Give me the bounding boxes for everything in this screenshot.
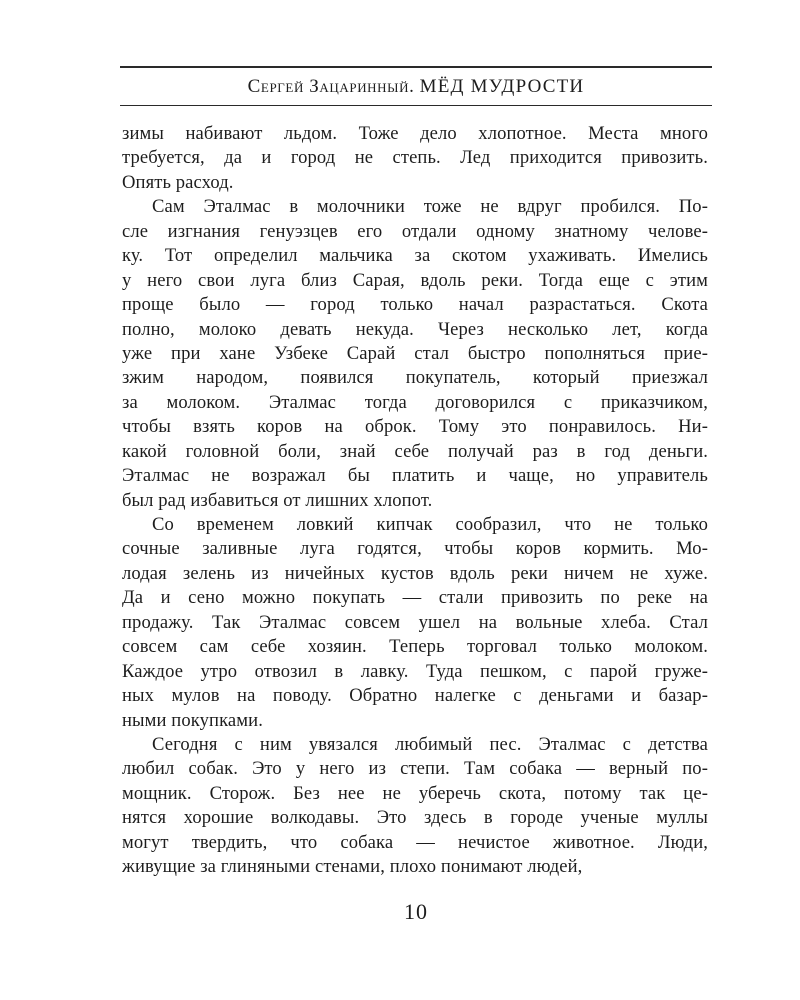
text-line: зимы набивают льдом. Тоже дело хлопотное. Места много (122, 123, 708, 144)
page-number: 10 (404, 899, 428, 924)
text-line: ку. Тот определил мальчика за скотом ухаживать. Имелись (122, 245, 708, 267)
text-line: полно, молоко девать некуда. Через несколько лет, когда (122, 318, 708, 340)
text-line: мощник. Сторож. Без нее не уберечь скота, потому так це- (122, 782, 708, 804)
running-head (120, 74, 712, 100)
text-line: уже при хане Узбеке Сарай стал быстро пополняться прие- (122, 342, 708, 364)
header-rule-top (120, 66, 712, 68)
text-line: какой головной боли, знай себе получай раз в год деньги. (122, 440, 708, 462)
text-line: нятся хорошие волкодавы. Это здесь в городе ученые муллы (122, 807, 708, 829)
text-line: могут твердить, что собака — нечистое животное. Люди, (122, 831, 708, 853)
text-line: чтобы взять коров на оброк. Тому это понравилось. Ни- (122, 416, 708, 438)
header-rule-bottom (120, 105, 712, 106)
text-line: Каждое утро отвозил в лавку. Туда пешком, с парой груже- (122, 660, 708, 682)
running-head-title: МЁД МУДРОСТИ (419, 76, 585, 97)
text-line: Со временем ловкий кипчак сообразил, что не только (152, 514, 708, 535)
text-line: был рад избавиться от лишних хлопот. (122, 489, 433, 511)
text-line: сочные заливные луга годятся, чтобы коров кормить. Мо- (122, 538, 708, 560)
text-line: Сегодня с ним увязался любимый пес. Эталмас с детства (152, 733, 708, 755)
text-line: Эталмас не возражал бы платить и чаще, но управитель (122, 465, 708, 487)
text-line: живущие за глиняными стенами, плохо понимают людей, (122, 856, 583, 878)
text-line: у него свои луга близ Сарая, вдоль реки. Тогда еще с этим (122, 269, 708, 291)
text-line: совсем сам себе хозяин. Теперь торговал только молоком. (122, 636, 708, 658)
text-line: Опять расход. (122, 171, 234, 193)
text-line: Да и сено можно покупать — стали привозить по реке на (122, 587, 708, 609)
text-line: лодая зелень из ничейных кустов вдоль реки ничем не хуже. (122, 562, 708, 584)
text-line: любил собак. Это у него из степи. Там собака — верный по- (122, 758, 708, 780)
text-line: сле изгнания генуэзцев его отдали одному знатному челове- (122, 220, 708, 242)
text-line: за молоком. Эталмас тогда договорился с приказчиком, (122, 391, 708, 413)
text-line: Сам Эталмас в молочники тоже не вдруг пробился. По- (152, 196, 708, 218)
text-line: проще было — город только начал разрастаться. Скота (122, 294, 708, 316)
text-line: ными покупками. (122, 709, 263, 731)
text-line: ных мулов на поводу. Обратно налегке с деньгами и базар- (122, 685, 708, 707)
paragraph (122, 195, 708, 513)
text-line: продажу. Так Эталмас совсем ушел на вольные хлеба. Стал (122, 611, 708, 633)
paragraph (122, 513, 708, 733)
text-line: зжим народом, появился покупатель, который приезжал (122, 367, 708, 389)
paragraph (122, 122, 708, 195)
body-text (122, 122, 708, 880)
paragraph (122, 733, 708, 880)
running-head-author: Сергей Зацаринный. (247, 76, 415, 97)
text-line: требуется, да и город не степь. Лед приходится привозить. (122, 147, 708, 169)
